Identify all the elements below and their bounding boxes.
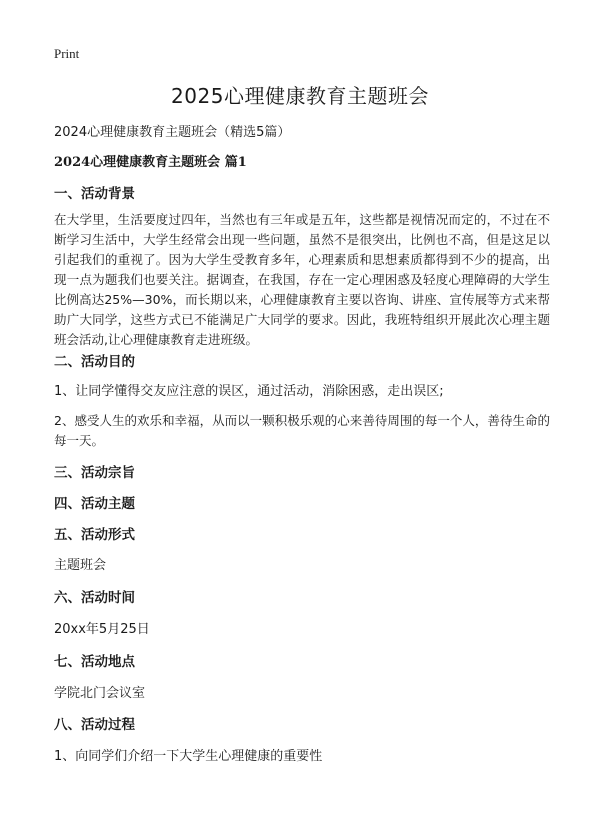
heading-form: 五、活动形式 — [54, 527, 135, 543]
heading-purpose: 三、活动宗旨 — [54, 465, 135, 481]
heading-goal: 二、活动目的 — [54, 354, 135, 370]
heading-process: 八、活动过程 — [54, 717, 135, 733]
print-link[interactable]: Print — [54, 46, 80, 61]
form-value: 主题班会 — [54, 558, 107, 573]
goal-item-1: 1、让同学懂得交友应注意的误区，通过活动，消除困惑，走出误区; — [54, 384, 444, 399]
heading-place: 七、活动地点 — [54, 654, 135, 670]
process-item-1: 1、向同学们介绍一下大学生心理健康的重要性 — [54, 749, 323, 764]
heading-background: 一、活动背景 — [54, 186, 135, 202]
section-title: 2024心理健康教育主题班会 篇1 — [54, 155, 247, 170]
document-subtitle: 2024心理健康教育主题班会（精选5篇） — [54, 125, 291, 140]
time-value: 20xx年5月25日 — [54, 622, 150, 637]
goal-item-2: 2、感受人生的欢乐和幸福，从而以一颗积极乐观的心来善待周围的每一个人，善待生命的每一天。 — [54, 413, 550, 448]
place-value: 学院北门会议室 — [54, 686, 146, 701]
heading-theme: 四、活动主题 — [54, 496, 135, 512]
document-title: 2025心理健康教育主题班会 — [171, 84, 429, 108]
background-paragraph: 在大学里，生活要度过四年，当然也有三年或是五年，这些都是视情况而定的，不过在不断学习生活中，大学生经常会出现一些问题，虽然不是很突出，比例也不高，但是这足以引起我们的重视了。因为大学生受教育多年，心理素质和思想素质都得到不少的提高，出现一点为题我们也要关注。据调查，在我国，存在一定心理困惑及轻度心理障碍的大学生比例高达25%—30%，而长期以来，心理健康教育主要以咨询、讲座、宣传展等方式来帮助广大同学，这些方式已不能满足广大同学的要求。因此，我班特组织开展此次心理主题班会活动,让心理健康教育走进班级。 — [54, 212, 550, 347]
heading-time: 六、活动时间 — [54, 590, 135, 606]
